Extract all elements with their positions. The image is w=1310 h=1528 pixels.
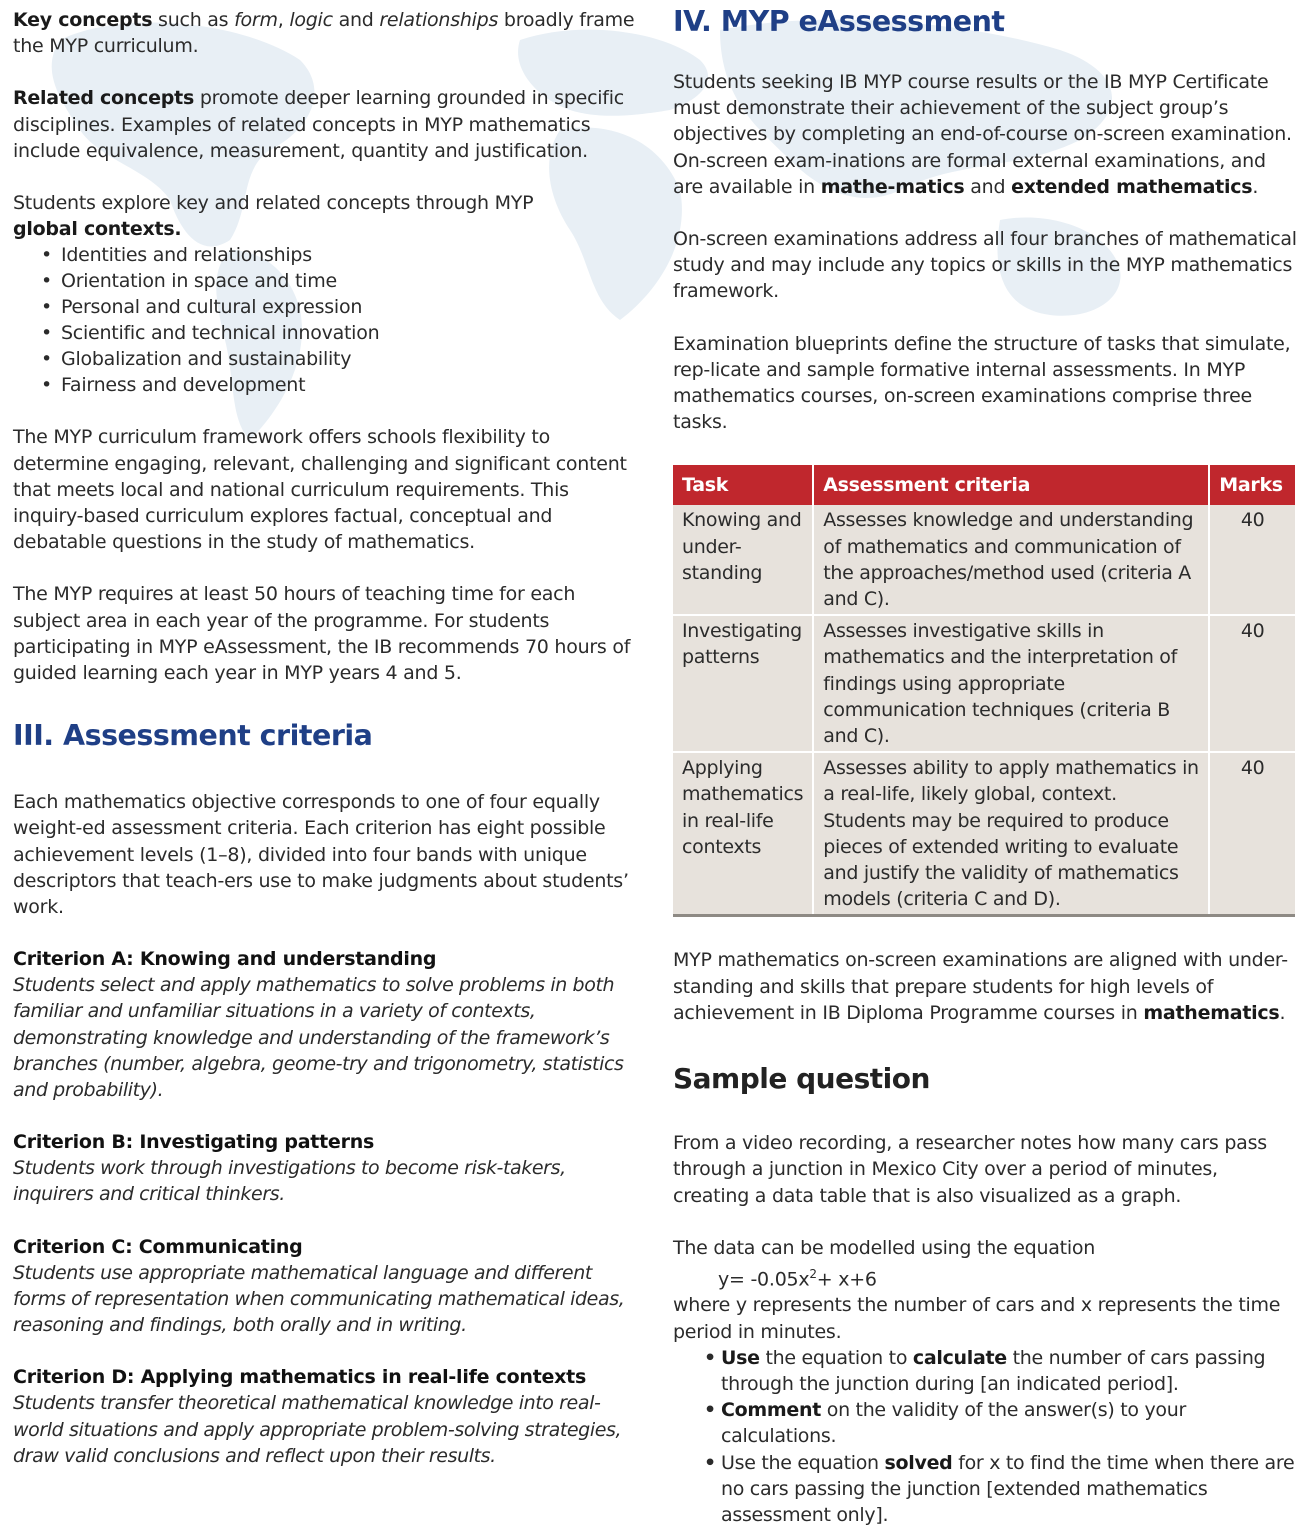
criterion-b — [13, 1129, 638, 1207]
criterion-c — [13, 1234, 638, 1339]
criterion-c-title: Criterion C: Communicating — [13, 1235, 303, 1258]
criterion-d-description: Students transfer theoretical mathematical knowledge into real-world situations and apply appropriate problem-solving strategies, draw valid conclusions and reflect upon their results. — [13, 1392, 622, 1467]
list-item: • Personal and cultural expression — [41, 294, 638, 320]
task-cell: Knowing and under-standing — [673, 505, 813, 615]
column-header-criteria: Assessment criteria — [813, 465, 1209, 505]
column-header-task: Task — [673, 465, 813, 505]
column-header-marks: Marks — [1209, 465, 1295, 505]
table-header-row — [673, 465, 1295, 505]
criteria-cell: Assesses knowledge and understanding of mathematics and communication of the approaches/method used (criteria A and C). — [813, 505, 1209, 615]
list-item: • Use the equation solved for x to find the time when there are no cars passing the junction [extended mathematics assessment only]. — [721, 1450, 1298, 1528]
section-4-heading: IV. MYP eAssessment — [673, 5, 1005, 38]
branches-paragraph: On-screen examinations address all four branches of mathematical study and may include any topics or skills in the MYP mathematics framework. — [673, 228, 1297, 303]
list-item: • Comment on the validity of the answer(s) to your calculations. — [721, 1397, 1298, 1449]
eassessment-paragraph: Students seeking IB MYP course results or the IB MYP Certificate must demonstrate their achievement of the subject group’s objectives by completing an end-of-course on-screen examination. On-screen exam-inations are formal external examinations, and are available in mathe-matics and extended mathematics. — [673, 71, 1292, 198]
task-cell: Applying mathematics in real-life contexts — [673, 752, 813, 916]
task-list — [673, 1345, 1298, 1528]
criterion-a-description: Students select and apply mathematics to solve problems in both familiar and unfamiliar situations in a variety of contexts, demonstrating knowledge and understanding of the framework’s branches (number, algebra, geome-try and trigonometry, statistics and probability). — [13, 974, 624, 1102]
global-contexts-paragraph: Students explore key and related concepts through MYP global contexts. — [13, 192, 534, 241]
alignment-paragraph: MYP mathematics on-screen examinations are aligned with under-standing and skills that prepare students for high levels of achievement in IB Diploma Programme courses in mathematics. — [673, 949, 1288, 1024]
sample-question-heading: Sample question — [673, 1062, 930, 1096]
criterion-a-title: Criterion A: Knowing and understanding — [13, 948, 437, 971]
table-row — [673, 752, 1295, 916]
criteria-cell: Assesses investigative skills in mathematics and the interpretation of findings using appropriate communication techniques (criteria B and C). — [813, 615, 1209, 752]
marks-cell: 40 — [1209, 505, 1295, 615]
list-item: • Fairness and development — [41, 372, 638, 398]
criterion-a — [13, 946, 638, 1103]
list-item: • Globalization and sustainability — [41, 346, 638, 372]
section-3-heading: III. Assessment criteria — [13, 719, 373, 753]
hours-paragraph: The MYP requires at least 50 hours of teaching time for each subject area in each year of the programme. For students participating in MYP eAssessment, the IB recommends 70 hours of guided learning each year in MYP years 4 and 5. — [13, 583, 631, 685]
model-intro: The data can be modelled using the equation — [673, 1236, 1096, 1259]
criterion-b-title: Criterion B: Investigating patterns — [13, 1131, 375, 1154]
left-column — [13, 0, 638, 1469]
model-explanation: where y represents the number of cars and x represents the time period in minutes. — [673, 1294, 1281, 1343]
list-item: • Identities and relationships — [41, 242, 638, 268]
blueprints-paragraph: Examination blueprints define the structure of tasks that simulate, rep-licate and sample formative internal assessments. In MYP mathematics courses, on-screen examinations comprise three tasks. — [673, 332, 1291, 434]
marks-cell: 40 — [1209, 752, 1295, 916]
criterion-d — [13, 1364, 638, 1469]
related-concepts-paragraph: Related concepts promote deeper learning grounded in specific disciplines. Examples of related concepts in MYP mathematics include equivalence, measurement, quantity and justification. — [13, 87, 624, 162]
marks-cell: 40 — [1209, 615, 1295, 752]
table-row — [673, 505, 1295, 615]
list-item: • Orientation in space and time — [41, 268, 638, 294]
list-item: • Scientific and technical innovation — [41, 320, 638, 346]
framework-paragraph: The MYP curriculum framework offers schools flexibility to determine engaging, relevant, challenging and significant content that meets local and national curriculum requirements. This inquiry-based curriculum explores factual, conceptual and debatable questions in the study of mathematics. — [13, 426, 627, 554]
criterion-b-description: Students work through investigations to become risk-takers, inquirers and critical thinkers. — [13, 1157, 566, 1206]
list-item: • Use the equation to calculate the number of cars passing through the junction during [an indicated period]. — [721, 1345, 1298, 1397]
equation: $y= -0.05x^2+ x+6$ — [718, 1266, 877, 1291]
key-concepts-paragraph: Key concepts such as form, logic and relationships broadly frame the MYP curriculum. — [13, 9, 635, 58]
sample-question-paragraph: From a video recording, a researcher notes how many cars pass through a junction in Mexico City over a period of minutes, creating a data table that is also visualized as a graph. — [673, 1132, 1267, 1207]
criteria-cell: Assesses ability to apply mathematics in a real-life, likely global, context. Students may be required to produce pieces of extended writing to evaluate and justify the validity of mathematics models (criteria C and D). — [813, 752, 1209, 916]
criteria-intro-paragraph: Each mathematics objective corresponds to one of four equally weight-ed assessment criteria. Each criterion has eight possible achievement levels (1–8), divided into four bands with unique descriptors that teach-ers use to make judgments about students’ work. — [13, 791, 629, 919]
table-row — [673, 615, 1295, 752]
assessment-table — [673, 465, 1295, 917]
task-cell: Investigating patterns — [673, 615, 813, 752]
right-column — [673, 0, 1298, 1528]
criterion-c-description: Students use appropriate mathematical language and different forms of representation when communicating mathematical ideas, reasoning and findings, both orally and in writing. — [13, 1261, 625, 1337]
global-contexts-list — [13, 242, 638, 398]
criterion-d-title: Criterion D: Applying mathematics in real-life contexts — [13, 1366, 587, 1389]
